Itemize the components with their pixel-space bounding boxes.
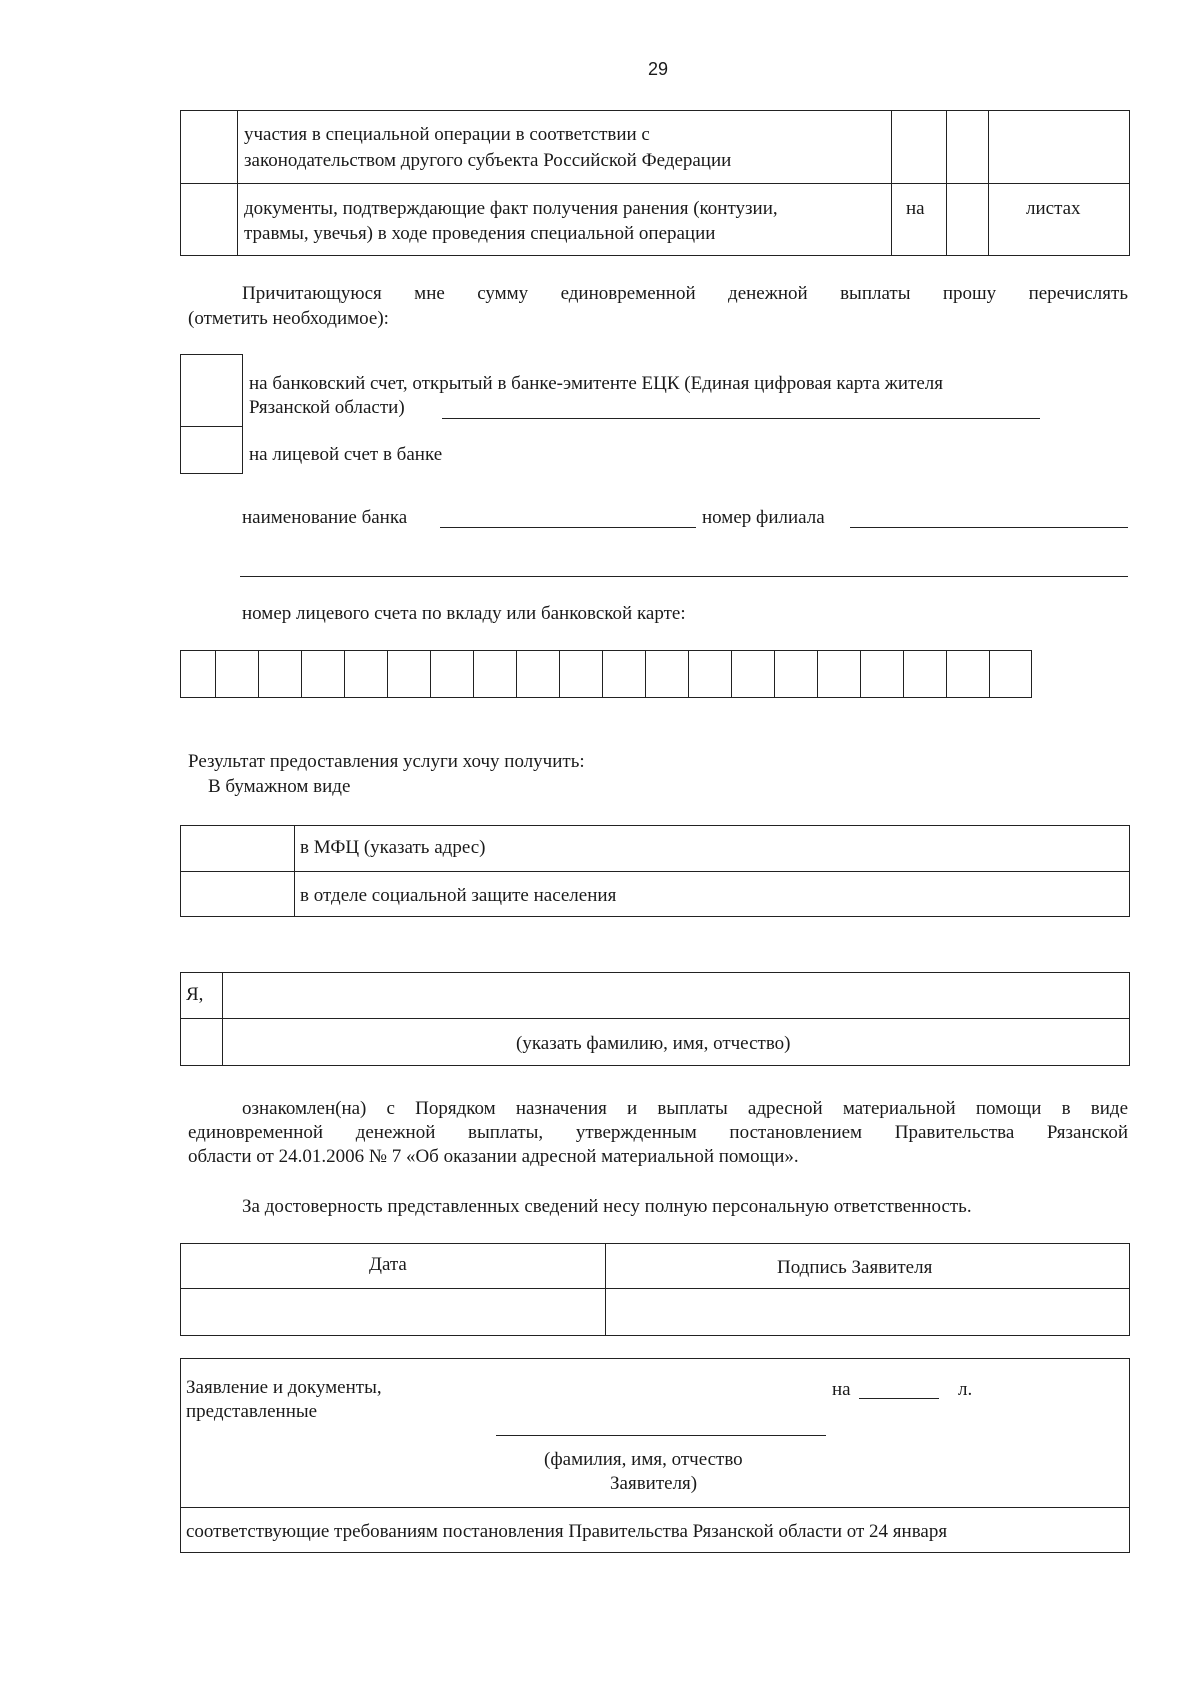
date-field[interactable] xyxy=(181,1289,604,1335)
result-option-mfc: в МФЦ (указать адрес) xyxy=(300,837,486,858)
bank-extra-line[interactable] xyxy=(240,576,1128,577)
receipt-fio-hint-line2: Заявителя) xyxy=(610,1473,698,1494)
result-option-social-checkbox[interactable] xyxy=(181,872,293,916)
declarant-fio-hint: (указать фамилию, имя, отчество) xyxy=(516,1033,791,1054)
acknowledgement-line2: единовременной денежной выплаты, утвержденным постановлением Правительства Рязанской xyxy=(188,1122,1128,1143)
ecc-account-underline[interactable] xyxy=(442,418,1040,419)
date-header: Дата xyxy=(369,1254,407,1275)
documents-row1-text-line1: участия в специальной операции в соответствии с xyxy=(244,124,650,145)
acknowledgement-line1: ознакомлен(на) с Порядком назначения и выплаты адресной материальной помощи в виде xyxy=(242,1098,1128,1119)
receipt-na: на xyxy=(832,1379,851,1400)
page-number: 29 xyxy=(648,59,669,79)
receipt-fio-hint-line1: (фамилия, имя, отчество xyxy=(544,1449,743,1470)
declarant-fio-field[interactable] xyxy=(223,973,1129,1017)
receipt-l: л. xyxy=(958,1379,973,1400)
result-option-social: в отделе социальной защите населения xyxy=(300,885,617,906)
responsibility-statement: За достоверность представленных сведений несу полную персональную ответственность. xyxy=(242,1196,972,1217)
branch-number-field[interactable] xyxy=(850,527,1128,528)
documents-row2-text-line1: документы, подтверждающие факт получения ранения (контузии, xyxy=(244,198,778,219)
payment-option-personal-account: на лицевой счет в банке xyxy=(249,444,443,465)
signature-header: Подпись Заявителя xyxy=(777,1257,933,1278)
documents-row1-checkbox[interactable] xyxy=(181,111,236,182)
declarant-i-label: Я, xyxy=(186,984,204,1005)
payment-option-ecc-line2: Рязанской области) xyxy=(249,397,405,418)
receipt-footer: соответствующие требованиям постановления Правительства Рязанской области от 24 января xyxy=(186,1521,948,1542)
signature-field[interactable] xyxy=(606,1289,1129,1335)
payment-intro-line2: (отметить необходимое): xyxy=(188,308,389,329)
result-heading: Результат предоставления услуги хочу получить: xyxy=(188,751,585,772)
account-number-label: номер лицевого счета по вкладу или банковской карте: xyxy=(242,603,686,624)
documents-row2-checkbox[interactable] xyxy=(181,184,236,255)
payment-intro-line1: Причитающуюся мне сумму единовременной денежной выплаты прошу перечислять xyxy=(242,283,1128,304)
result-subheading: В бумажном виде xyxy=(208,776,351,797)
acknowledgement-line3: области от 24.01.2006 № 7 «Об оказании адресной материальной помощи». xyxy=(188,1146,799,1167)
receipt-line1: Заявление и документы, xyxy=(186,1377,382,1398)
result-option-mfc-checkbox[interactable] xyxy=(181,826,293,870)
documents-row2-na: на xyxy=(906,198,925,219)
payment-option-ecc-line1: на банковский счет, открытый в банке-эмитенте ЕЦК (Единая цифровая карта жителя xyxy=(249,373,944,394)
receipt-sheets-count-field[interactable] xyxy=(859,1398,939,1399)
bank-name-field[interactable] xyxy=(440,527,696,528)
branch-number-label: номер филиала xyxy=(702,507,825,528)
documents-row2-sheets-label: листах xyxy=(1026,198,1081,219)
receipt-line2: представленные xyxy=(186,1401,318,1422)
payment-option-personal-account-checkbox[interactable] xyxy=(181,427,242,473)
bank-name-label: наименование банка xyxy=(242,507,408,528)
payment-option-ecc-checkbox[interactable] xyxy=(181,355,242,425)
documents-row1-text-line2: законодательством другого субъекта Российской Федерации xyxy=(244,150,732,171)
receipt-fio-field[interactable] xyxy=(496,1435,826,1436)
documents-row2-text-line2: травмы, увечья) в ходе проведения специальной операции xyxy=(244,223,716,244)
